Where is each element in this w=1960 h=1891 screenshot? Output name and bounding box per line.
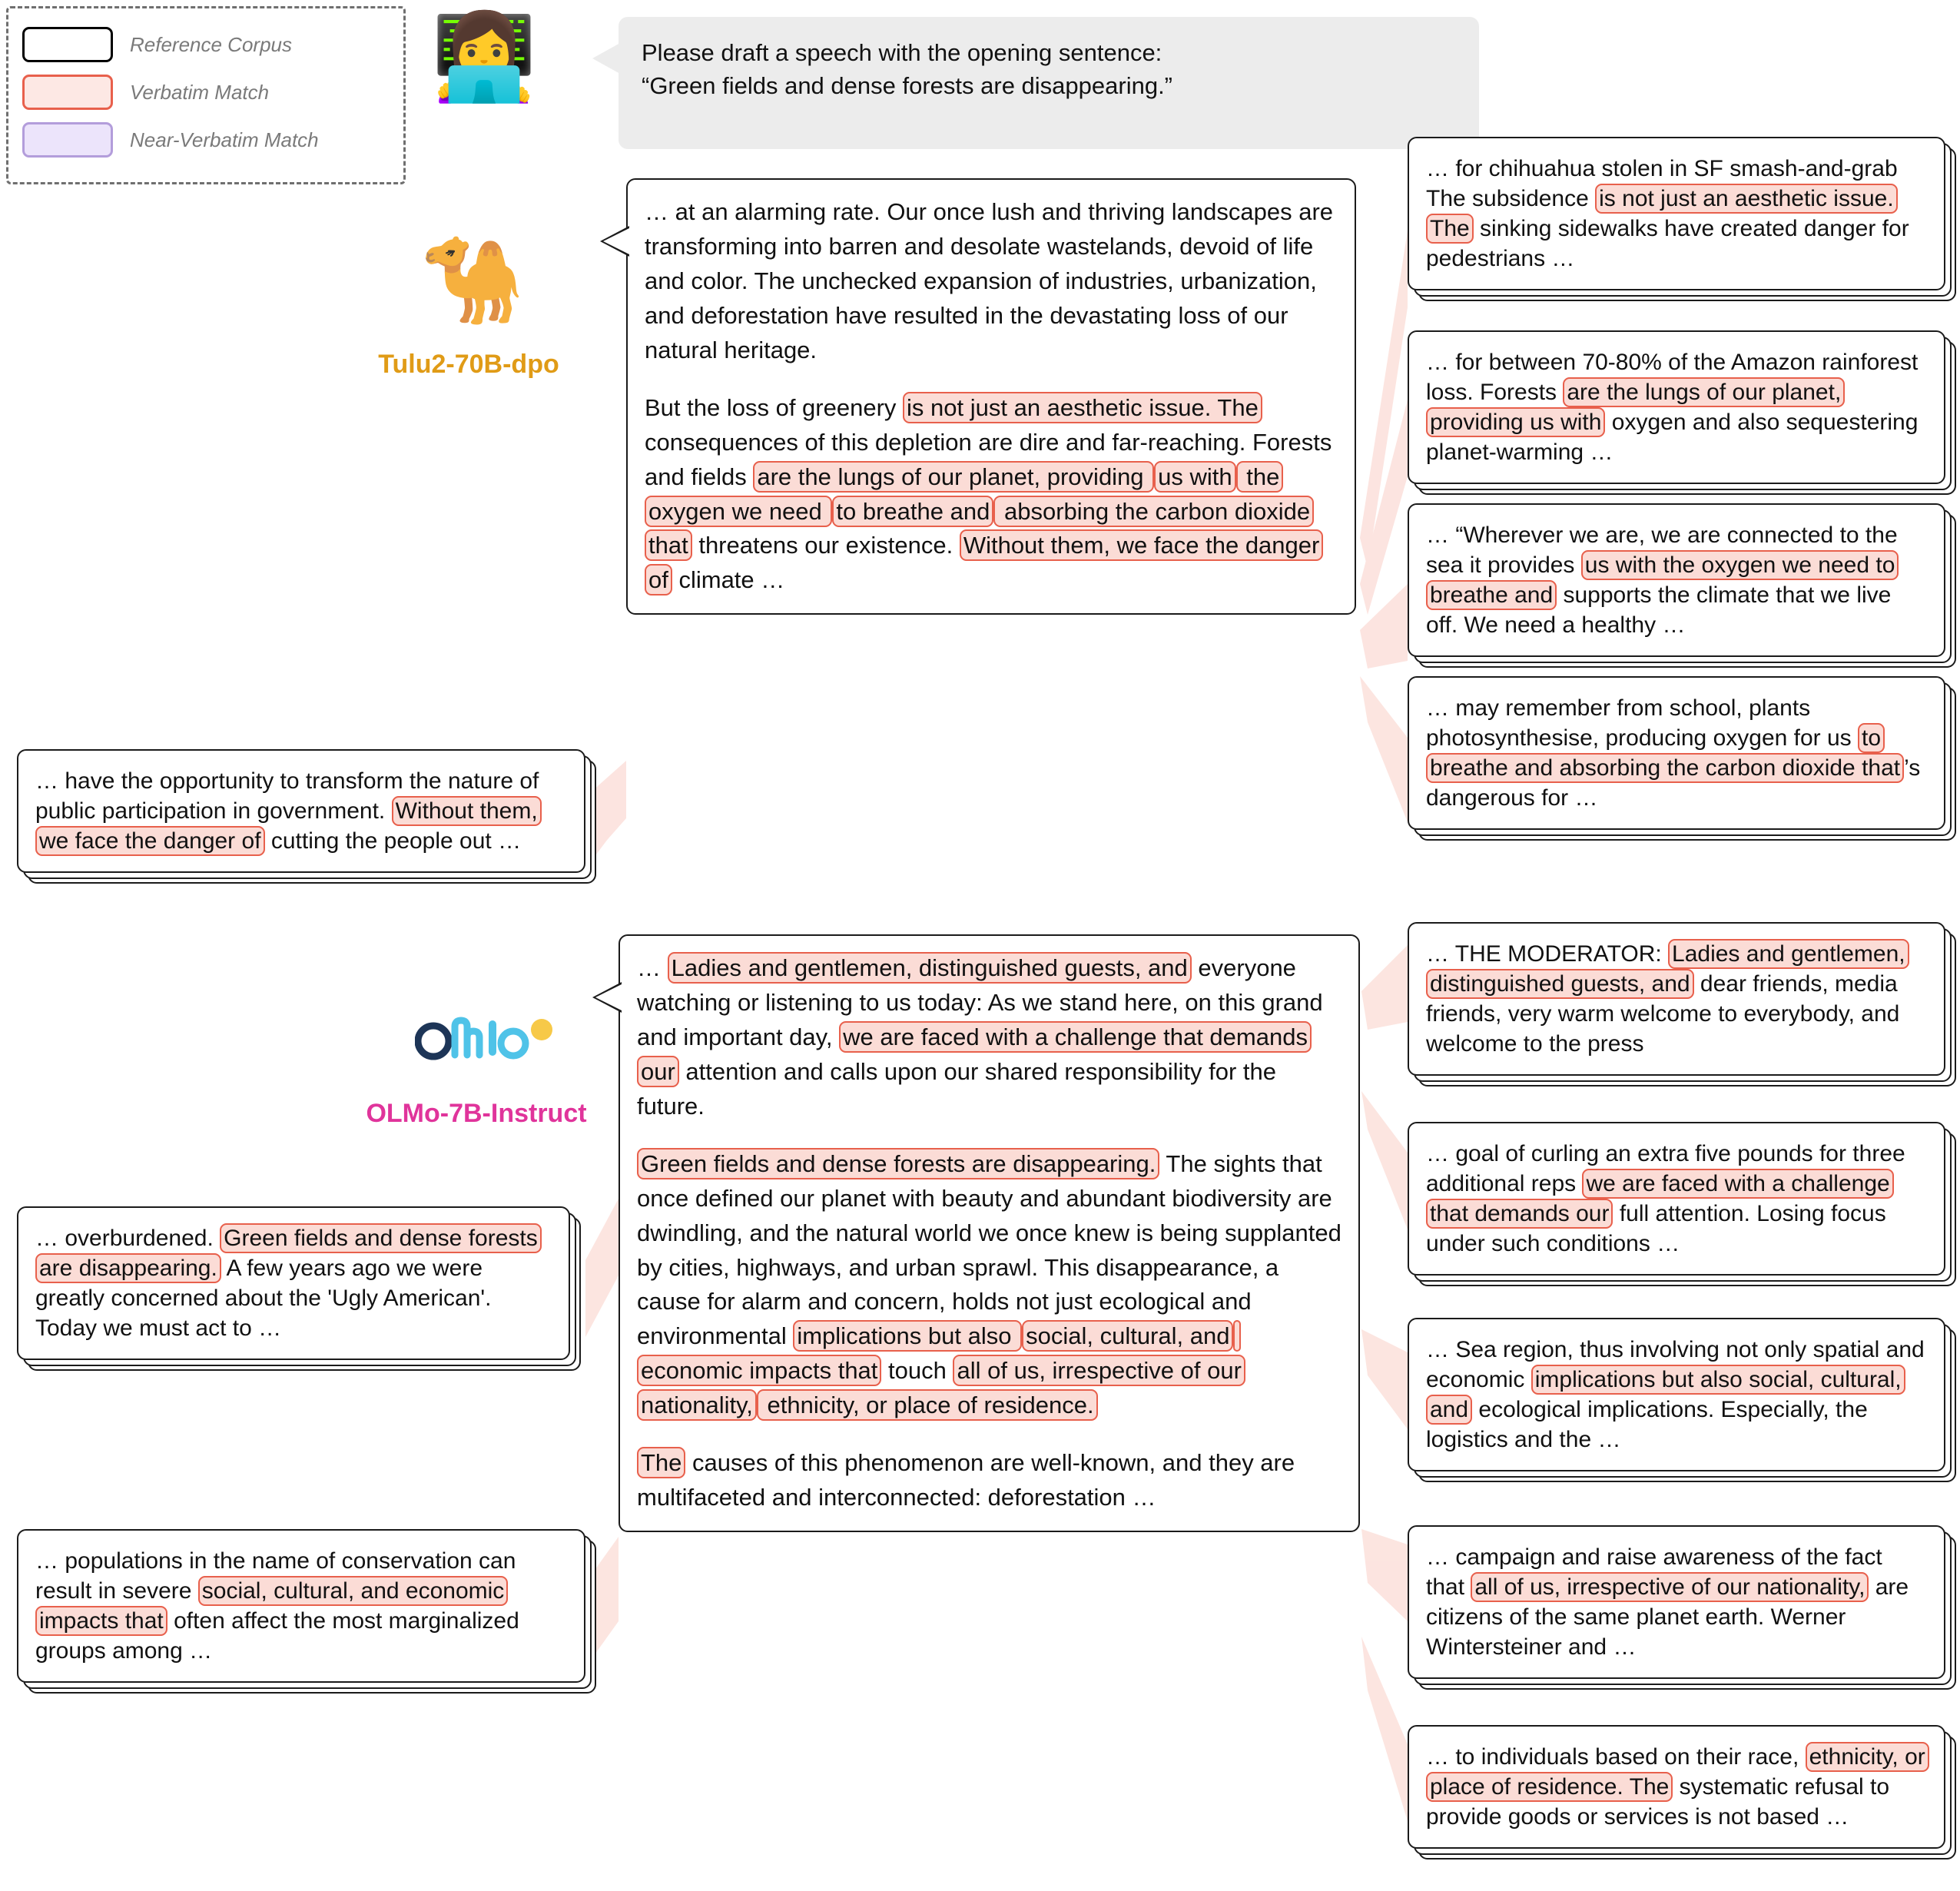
near-verbatim-match-swatch: [22, 122, 113, 158]
verbatim-match: are the lungs of our planet, providing us with: [1426, 377, 1845, 437]
verbatim-match: Green fields and dense forests are disappearing.: [637, 1148, 1159, 1179]
legend-item-near-verbatim-match: [22, 116, 390, 164]
corpus-card: [1408, 676, 1945, 830]
corpus-card: [1408, 922, 1945, 1076]
corpus-plants-photosynthesise: … may remember from school, plants photosynthesise, producing oxygen for us to breathe and absorbing the carbon dioxide that ’s dangerous for …: [1408, 676, 1945, 830]
response-paragraph: Green fields and dense forests are disappearing. The sights that once defined our planet with beauty and abundant biodiversity are dwindling, and the natural world we once knew is being supplanted by cities, highways, and urban sprawl. This disappearance, a cause for alarm and concern, holds not just ecological and environmental implications but also social, cultural, and economic impacts that touch all of us, irrespective of our nationality, ethnicity, or place of residence.: [637, 1147, 1341, 1424]
verbatim-match: us with: [1154, 461, 1235, 493]
response-tulu: [626, 178, 1356, 615]
response-paragraph: … Ladies and gentlemen, distinguished guests, and everyone watching or listening to us today: As we stand here, on this grand and important day, we are faced with a challenge that demands our attention and calls upon our shared responsibility for the future.: [637, 951, 1341, 1124]
legend-item-verbatim-match: [22, 68, 390, 116]
verbatim-match: social, cultural, and: [1022, 1320, 1233, 1352]
legend-label: Verbatim Match: [130, 80, 270, 104]
corpus-card: [1408, 1122, 1945, 1276]
prompt-bubble: [619, 17, 1479, 149]
corpus-chihuahua-smash-and-grab: … for chihuahua stolen in SF smash-and-grab The subsidence is not just an aesthetic issue. The sinking sidewalks have created danger for pedestrians …: [1408, 137, 1945, 290]
olmo-logo-icon: [415, 1007, 569, 1076]
verbatim-match-swatch: [22, 75, 113, 110]
corpus-card: [1408, 137, 1945, 290]
response-paragraph: … at an alarming rate. Our once lush and thriving landscapes are transforming into barren and desolate wastelands, devoid of life and color. The unchecked expansion of industries, urbanization, and deforestation have resulted in the devastating loss of our natural heritage.: [645, 198, 1334, 363]
prompt-bubble-tail: [592, 43, 620, 74]
response-tail: [592, 982, 622, 1013]
verbatim-match: The: [637, 1447, 685, 1478]
legend: [6, 6, 406, 184]
verbatim-match: to breathe and: [832, 496, 993, 527]
verbatim-match: absorbing the carbon dioxide that: [645, 496, 1314, 562]
corpus-card: [17, 1529, 585, 1683]
verbatim-match: Ladies and gentlemen, distinguished guests, and: [1426, 939, 1909, 999]
verbatim-match: all of us, irrespective of our nationality,: [637, 1355, 1245, 1421]
corpus-public-participation-government: … have the opportunity to transform the nature of public participation in government. Without them, we face the danger of cutting the people out …: [17, 749, 585, 873]
corpus-card: [1408, 1525, 1945, 1679]
legend-item-reference-corpus: [22, 21, 390, 68]
response-olmo: [619, 934, 1360, 1532]
corpus-populations-conservation: … populations in the name of conservation can result in severe social, cultural, and economic impacts that often affect the most marginalized groups among …: [17, 1529, 585, 1683]
response-tail: [600, 226, 629, 257]
verbatim-match: we are faced with a challenge that demands our: [1426, 1169, 1894, 1229]
verbatim-match: Green fields and dense forests are disappearing.: [35, 1223, 542, 1283]
corpus-sea-region-implications: … Sea region, thus involving not only spatial and economic implications but also social, cultural, and ecological implications. Especially, the logistics and the …: [1408, 1318, 1945, 1471]
verbatim-match: to breathe and absorbing the carbon dioxide that: [1426, 723, 1904, 783]
verbatim-match: are the lungs of our planet, providing: [753, 461, 1154, 493]
prompt-line-1: Please draft a speech with the opening sentence:: [642, 39, 1162, 66]
corpus-individuals-based-on-race: … to individuals based on their race, ethnicity, or place of residence. The systematic refusal to provide goods or services is not based …: [1408, 1725, 1945, 1849]
verbatim-match: social, cultural, and economic impacts that: [35, 1576, 508, 1636]
verbatim-match: Without them, we face the danger of: [35, 796, 542, 856]
verbatim-match: we are faced with a challenge that demands our: [637, 1021, 1312, 1087]
prompt-line-2: “Green fields and dense forests are disappearing.”: [642, 71, 1173, 99]
corpus-card: [1408, 1725, 1945, 1849]
verbatim-match: Ladies and gentlemen, distinguished guests, and: [668, 952, 1192, 984]
verbatim-match: us with the oxygen we need to breathe and: [1426, 550, 1899, 610]
corpus-the-moderator: … THE MODERATOR: Ladies and gentlemen, distinguished guests, and dear friends, media friends, very warm welcome to everybody, and welcome to the press: [1408, 922, 1945, 1076]
corpus-amazon-rainforest-loss: … for between 70-80% of the Amazon rainforest loss. Forests are the lungs of our planet, providing us with oxygen and also sequestering planet-warming …: [1408, 330, 1945, 484]
corpus-card: [1408, 1318, 1945, 1471]
corpus-card: [1408, 330, 1945, 484]
verbatim-match: is not just an aesthetic issue. The: [1426, 184, 1898, 244]
corpus-connected-to-the-sea: … “Wherever we are, we are connected to the sea it provides us with the oxygen we need to breathe and supports the climate that we live off. We need a healthy …: [1408, 503, 1945, 657]
verbatim-match: is not just an aesthetic issue. The: [903, 392, 1262, 423]
camel-icon: 🐪: [420, 233, 526, 327]
model-label-tulu: Tulu2-70B-dpo: [378, 350, 559, 379]
legend-label: Near-Verbatim Match: [130, 128, 319, 151]
verbatim-match: economic impacts that: [637, 1320, 1241, 1386]
verbatim-match: ethnicity, or place of residence.: [757, 1389, 1098, 1421]
corpus-card: [17, 749, 585, 873]
corpus-campaign-raise-awareness: … campaign and raise awareness of the fact that all of us, irrespective of our nationality, are citizens of the same planet earth. Werner Wintersteiner and …: [1408, 1525, 1945, 1679]
user-avatar-icon: 👩‍💻: [431, 10, 537, 105]
response-paragraph: But the loss of greenery is not just an aesthetic issue. The consequences of this depletion are dire and far-reaching. Forests and fields are the lungs of our planet, providing us with the oxygen we need to breathe and absorbing the carbon dioxide that threatens our existence. Without them, we face the danger of climate …: [645, 391, 1338, 599]
verbatim-match: implications but also: [793, 1320, 1022, 1352]
corpus-curling-extra-five-pounds: … goal of curling an extra five pounds for three additional reps we are faced with a challenge that demands our full attention. Losing focus under such conditions …: [1408, 1122, 1945, 1276]
corpus-card: [17, 1206, 570, 1360]
response-paragraph: The causes of this phenomenon are well-known, and they are multifaceted and interconnected: deforestation …: [637, 1446, 1341, 1515]
corpus-card: [1408, 503, 1945, 657]
verbatim-match: ethnicity, or place of residence. The: [1426, 1742, 1929, 1802]
verbatim-match: Without them, we face the danger of: [645, 529, 1323, 595]
verbatim-match: the oxygen we need: [645, 461, 1283, 527]
corpus-overburdened-ugly-american: … overburdened. Green fields and dense forests are disappearing. A few years ago we were greatly concerned about the 'Ugly American'. Today we must act to …: [17, 1206, 570, 1360]
verbatim-match: implications but also social, cultural, and: [1426, 1365, 1905, 1425]
legend-label: Reference Corpus: [130, 32, 292, 56]
model-label-olmo: OLMo-7B-Instruct: [366, 1099, 587, 1128]
verbatim-match: all of us, irrespective of our nationality,: [1471, 1572, 1869, 1602]
reference-corpus-swatch: [22, 27, 113, 62]
